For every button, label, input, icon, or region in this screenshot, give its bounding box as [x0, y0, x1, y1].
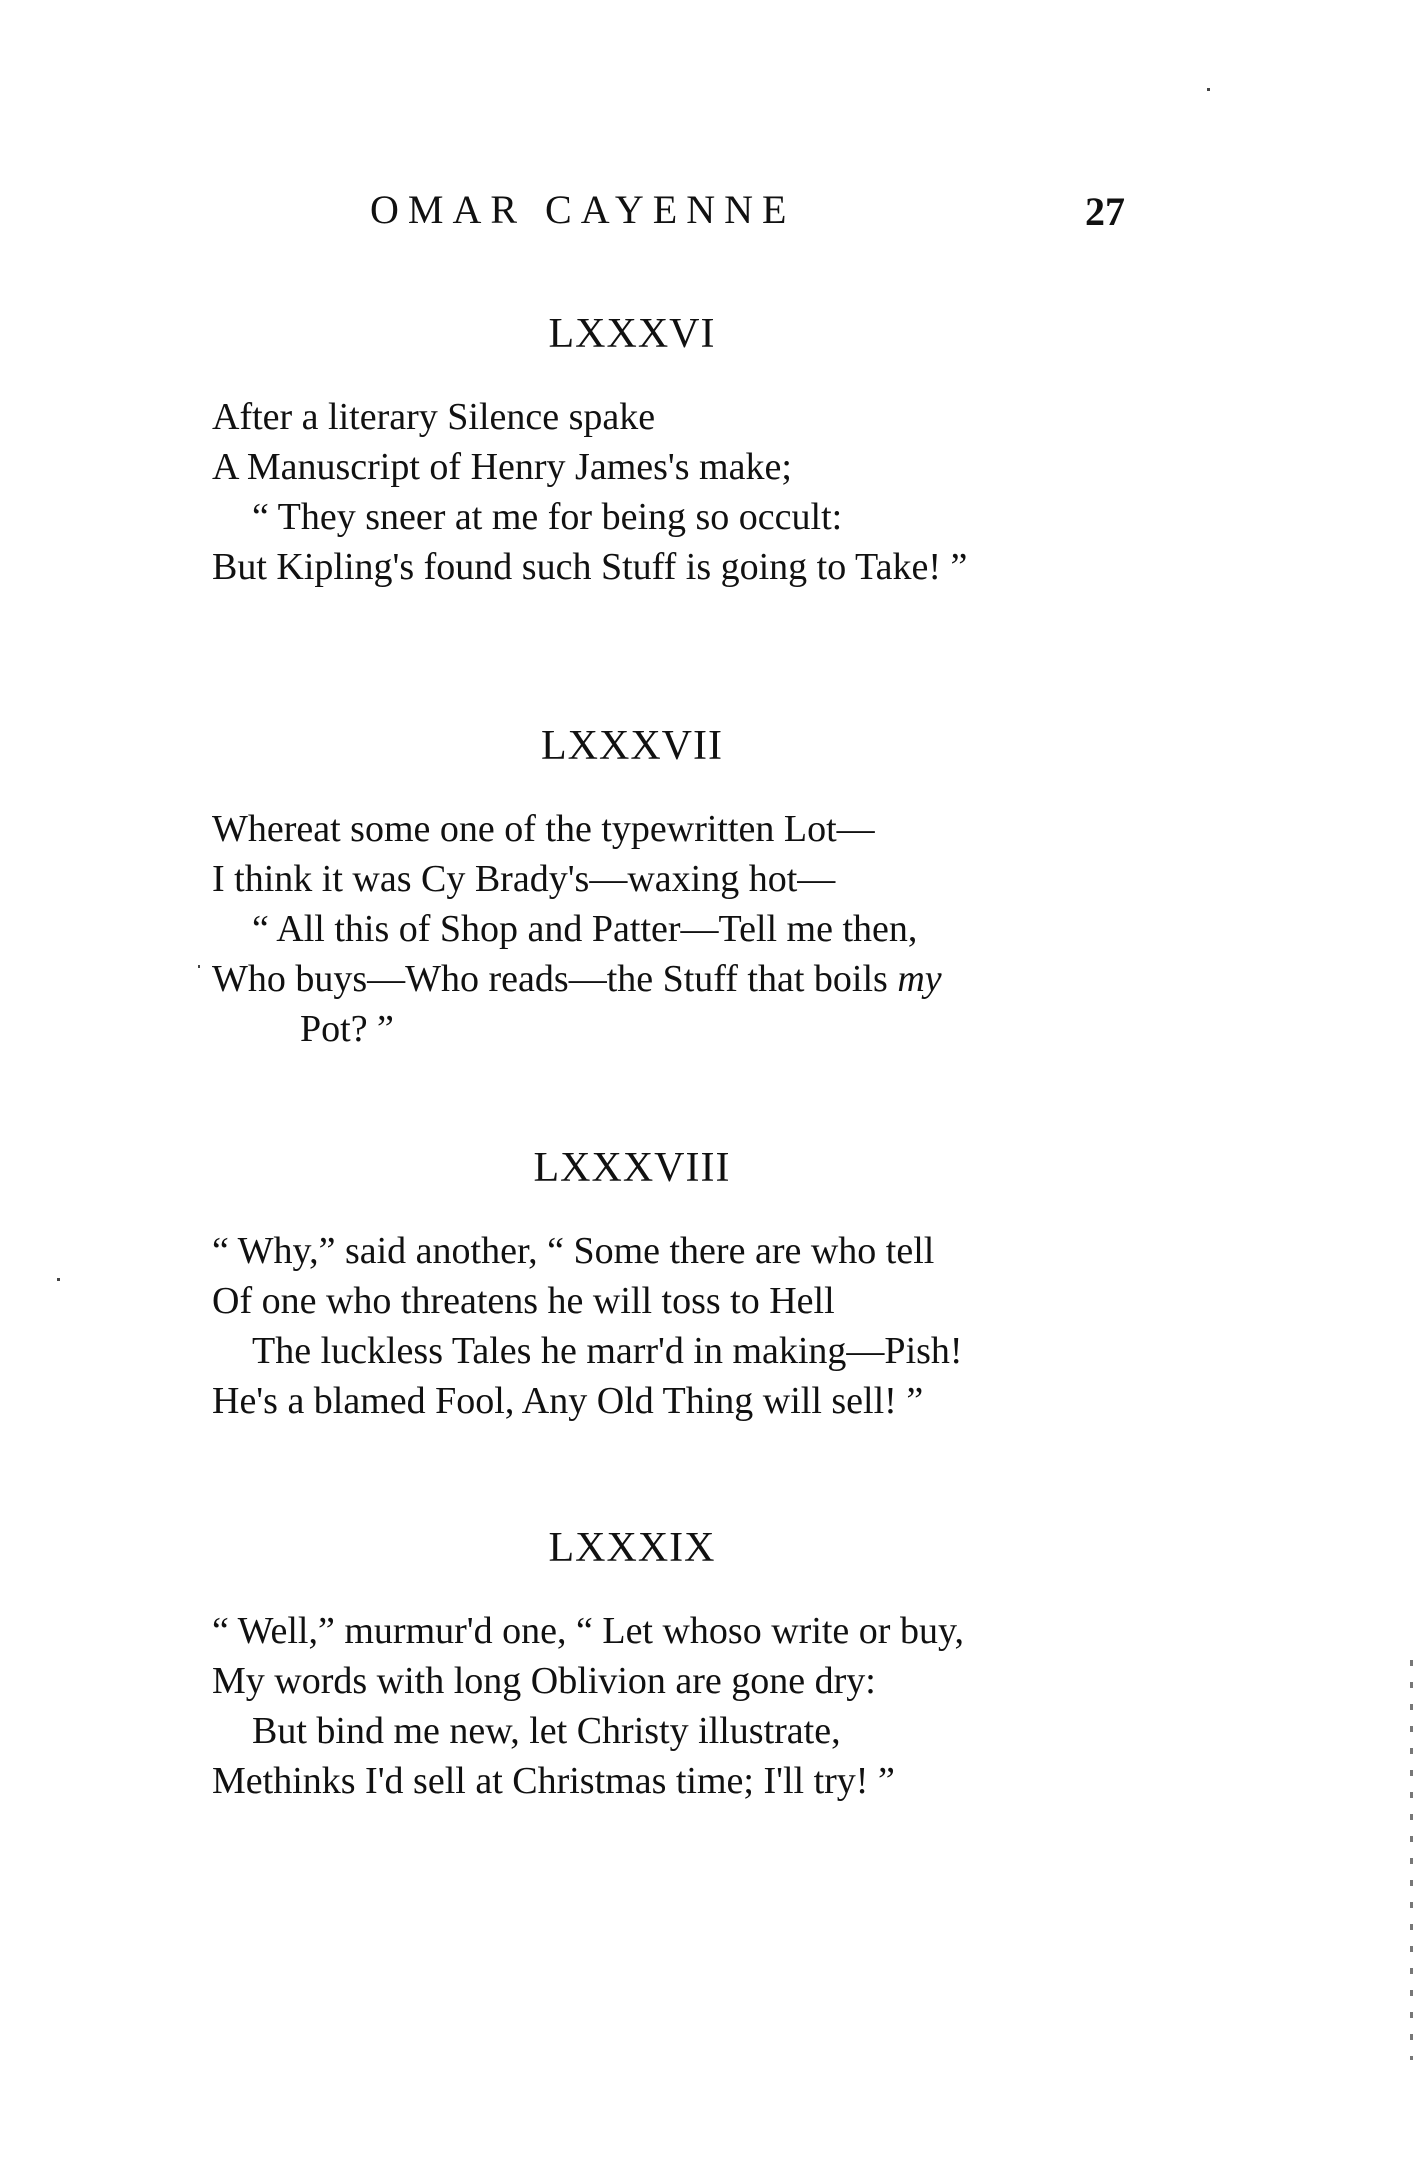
stanza-number: LXXXIX — [548, 1525, 716, 1571]
verse-line: My words with long Oblivion are gone dry: — [212, 1660, 876, 1702]
scan-speck — [1207, 88, 1210, 91]
stanza-lxxxviii — [212, 1140, 1212, 1426]
scan-speck — [198, 965, 200, 968]
verse-line: Methinks I'd sell at Christmas time; I'll try! ” — [212, 1760, 895, 1802]
running-head — [0, 180, 1425, 240]
page-edge-mark — [1410, 1660, 1413, 2060]
stanza-lxxxvi — [212, 306, 1212, 592]
verse-line-text: Who buys—Who reads—the Stuff that boils — [212, 958, 888, 1000]
verse-line: After a literary Silence spake — [212, 396, 656, 438]
stanza-lxxxix — [212, 1520, 1212, 1806]
verse-line: A Manuscript of Henry James's make; — [212, 446, 792, 488]
page-number: 27 — [1085, 189, 1125, 234]
stanza-lxxxvii — [212, 718, 1212, 1054]
verse-line — [212, 954, 1212, 1004]
stanza-number: LXXXVIII — [533, 1145, 731, 1191]
stanza-number: LXXXVI — [548, 311, 716, 357]
verse-line-continuation: Pot? ” — [300, 1008, 394, 1050]
verse-line: “ Well,” murmur'd one, “ Let whoso write or buy, — [212, 1610, 964, 1652]
verse-line: “ All this of Shop and Patter—Tell me then, — [252, 908, 918, 950]
stanza-number: LXXXVII — [541, 723, 723, 769]
verse-line: “ They sneer at me for being so occult: — [252, 496, 843, 538]
verse-line: “ Why,” said another, “ Some there are who tell — [212, 1230, 935, 1272]
verse-line: The luckless Tales he marr'd in making—Pish! — [252, 1330, 963, 1372]
verse-line: But Kipling's found such Stuff is going to Take! ” — [212, 546, 968, 588]
running-title: OMAR CAYENNE — [370, 187, 796, 232]
verse-line: Of one who threatens he will toss to Hell — [212, 1280, 835, 1322]
verse-line: Whereat some one of the typewritten Lot— — [212, 808, 875, 850]
verse-line: But bind me new, let Christy illustrate, — [252, 1710, 841, 1752]
scan-speck — [57, 1278, 60, 1281]
verse-line: I think it was Cy Brady's—waxing hot— — [212, 858, 836, 900]
verse-line: He's a blamed Fool, Any Old Thing will sell! ” — [212, 1380, 924, 1422]
italic-word: my — [897, 958, 942, 1000]
